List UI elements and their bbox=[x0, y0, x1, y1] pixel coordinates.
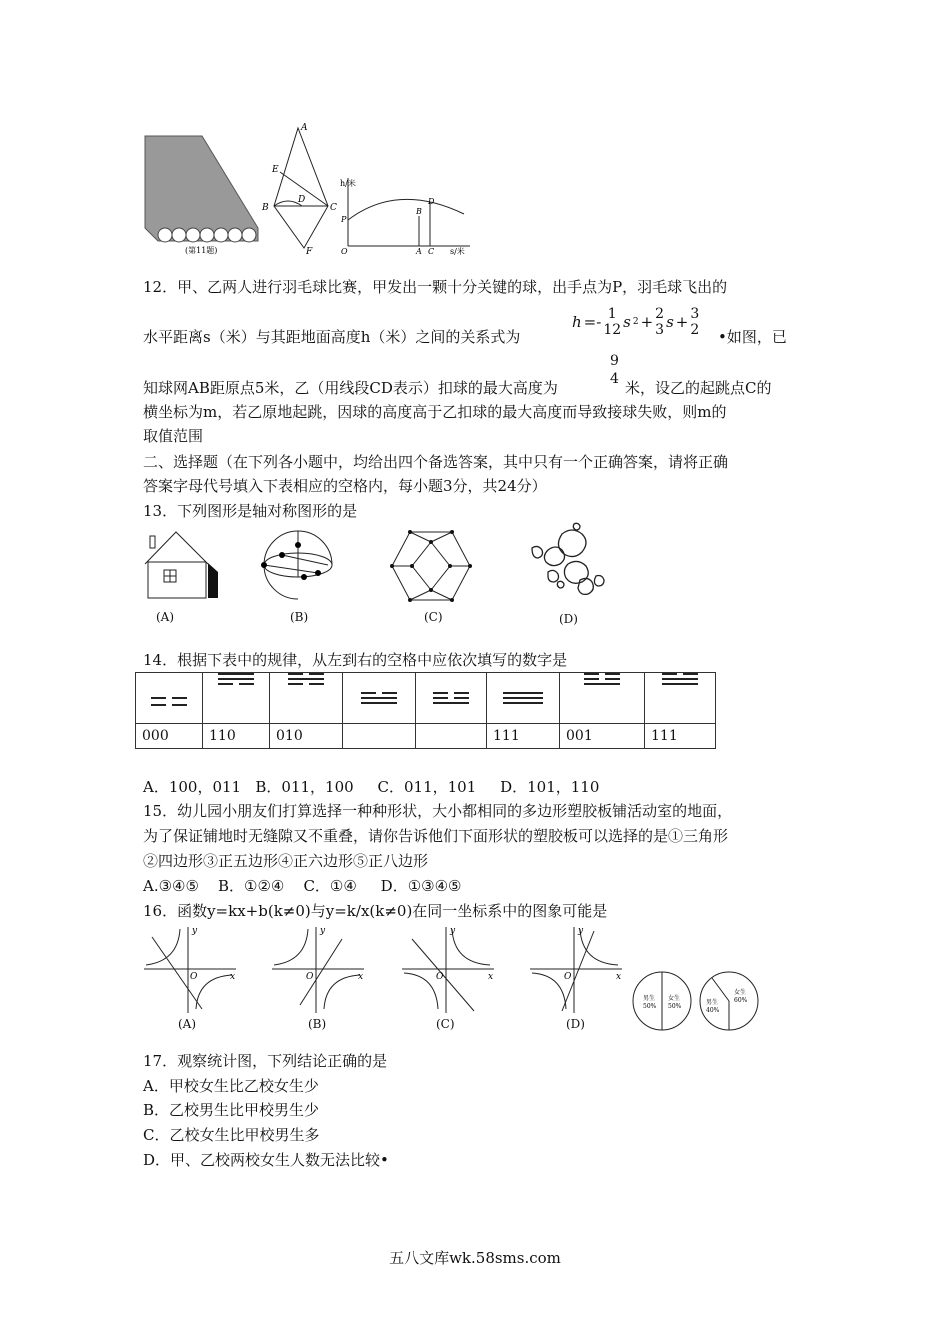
code-cell: 001 bbox=[560, 724, 645, 749]
q17-option-d: D．甲、乙校两校女生人数无法比较• bbox=[143, 1151, 389, 1169]
q13-figure-d-fractal bbox=[518, 520, 614, 602]
trigram-110 bbox=[203, 673, 270, 724]
q16-graph-b bbox=[270, 925, 366, 1015]
badminton-graph bbox=[338, 172, 473, 256]
svg-text:y: y bbox=[450, 926, 456, 936]
q14-options: A．100，011 B．011，100 C．011，101 D．101，110 bbox=[143, 778, 600, 796]
q16-label-d: (D) bbox=[566, 1017, 585, 1031]
code-cell: 000 bbox=[136, 724, 203, 749]
fig11-pipes bbox=[140, 128, 270, 256]
q17-option-c: C．乙校女生比甲校男生多 bbox=[143, 1126, 320, 1144]
q13-figure-a-house bbox=[140, 528, 220, 603]
svg-text:x: x bbox=[488, 972, 494, 982]
svg-text:D: D bbox=[428, 197, 435, 206]
svg-text:x: x bbox=[358, 972, 364, 982]
svg-text:女生: 女生 bbox=[668, 995, 681, 1002]
q16-label-a: (A) bbox=[178, 1017, 197, 1031]
q14-stem: 14．根据下表中的规律，从左到右的空格中应依次填写的数字是 bbox=[143, 651, 568, 669]
pie-school-jia bbox=[631, 970, 693, 1032]
trigram-010 bbox=[270, 673, 343, 724]
svg-text:A: A bbox=[416, 247, 422, 256]
q12-line4: 横坐标为m，若乙原地起跳，因球的高度高于乙扣球的最大高度而导致接球失败，则m的 bbox=[143, 403, 727, 421]
svg-text:B: B bbox=[416, 207, 422, 216]
q15-line1: 15．幼儿园小朋友们打算选择一种种形状，大小都相同的多边形塑胶板铺活动室的地面， bbox=[143, 802, 733, 820]
svg-text:s/米: s/米 bbox=[450, 247, 465, 256]
q17-stem: 17．观察统计图，下列结论正确的是 bbox=[143, 1052, 388, 1070]
page-footer: 五八文库wk.58sms.com bbox=[389, 1249, 561, 1267]
svg-text:O: O bbox=[436, 972, 444, 982]
svg-text:C: C bbox=[428, 247, 435, 256]
trigram-111 bbox=[487, 673, 560, 724]
q17-option-b: B．乙校男生比甲校男生少 bbox=[143, 1101, 320, 1119]
q13-figure-b-sphere bbox=[258, 525, 338, 605]
code-cell: 110 bbox=[203, 724, 270, 749]
svg-text:x: x bbox=[230, 972, 236, 982]
q12-line5: 取值范围 bbox=[143, 427, 204, 445]
q13-label-d: (D) bbox=[559, 612, 578, 626]
q12-line3-left: 知球网AB距原点5米，乙（用线段CD表示）扣球的最大高度为 bbox=[143, 379, 558, 397]
svg-text:h/米: h/米 bbox=[340, 179, 356, 188]
svg-text:O: O bbox=[190, 972, 198, 982]
svg-text:F: F bbox=[306, 247, 313, 256]
trigram-blank-2 bbox=[416, 673, 487, 724]
q13-label-a: (A) bbox=[156, 610, 175, 624]
svg-text:x: x bbox=[616, 972, 622, 982]
svg-text:40%: 40% bbox=[706, 1007, 720, 1014]
code-cell bbox=[416, 724, 487, 749]
q12-line2-right: •如图，已 bbox=[718, 328, 787, 346]
code-cell: 010 bbox=[270, 724, 343, 749]
section2-line2: 答案字母代号填入下表相应的空格内，每小题3分，共24分） bbox=[143, 477, 547, 495]
q16-graph-a bbox=[142, 925, 238, 1015]
svg-text:P: P bbox=[341, 215, 347, 224]
svg-text:女生: 女生 bbox=[734, 989, 747, 996]
trigram-000 bbox=[136, 673, 203, 724]
q14-trigram-table bbox=[135, 672, 716, 749]
q12-line1: 12．甲、乙两人进行羽毛球比赛，甲发出一颗十分关键的球，出手点为P，羽毛球飞出的 bbox=[143, 278, 728, 296]
rhombus-figure bbox=[258, 122, 338, 256]
pie-school-yi bbox=[698, 970, 760, 1032]
svg-text:y: y bbox=[578, 926, 584, 936]
code-cell: 111 bbox=[487, 724, 560, 749]
svg-text:E: E bbox=[272, 165, 279, 175]
section2-line1: 二、选择题（在下列各小题中，均给出四个备选答案，其中只有一个正确答案，请将正确 bbox=[143, 453, 729, 471]
q16-stem: 16．函数y=kx+b(k≠0)与y=k/x(k≠0)在同一坐标系中的图象可能是 bbox=[143, 902, 608, 920]
q16-graph-d bbox=[528, 925, 624, 1015]
svg-text:y: y bbox=[320, 926, 326, 936]
svg-text:y: y bbox=[192, 926, 198, 936]
q13-label-b: (B) bbox=[290, 610, 309, 624]
svg-text:A: A bbox=[301, 123, 308, 133]
q12-line2-left: 水平距离s（米）与其距地面高度h（米）之间的关系式为 bbox=[143, 328, 521, 346]
svg-text:O: O bbox=[306, 972, 314, 982]
fig11-caption: (第11题) bbox=[185, 246, 218, 255]
q15-line3: ②四边形③正五边形④正六边形⑤正八边形 bbox=[143, 852, 429, 870]
q12-frac-94: 9 4 bbox=[610, 353, 619, 387]
svg-text:男生: 男生 bbox=[643, 995, 656, 1002]
q13-figure-c-hexagon bbox=[390, 528, 472, 604]
svg-text:50%: 50% bbox=[643, 1003, 657, 1010]
q15-options: A.③④⑤ B．①②④ C．①④ D．①③④⑤ bbox=[143, 877, 462, 895]
trigram-001 bbox=[560, 673, 645, 724]
code-cell bbox=[343, 724, 416, 749]
q17-option-a: A．甲校女生比乙校女生少 bbox=[143, 1077, 319, 1095]
svg-text:男生: 男生 bbox=[706, 999, 719, 1006]
svg-text:60%: 60% bbox=[734, 997, 748, 1004]
svg-text:C: C bbox=[330, 203, 337, 213]
code-cell: 111 bbox=[645, 724, 716, 749]
q16-label-b: (B) bbox=[308, 1017, 327, 1031]
svg-text:O: O bbox=[564, 972, 572, 982]
q16-graph-c bbox=[400, 925, 496, 1015]
svg-text:50%: 50% bbox=[668, 1003, 682, 1010]
q12-formula: h =- 1 12 s 2 + 2 3 s + 3 2 bbox=[572, 306, 700, 338]
q12-line3-right: 米，设乙的起跳点C的 bbox=[625, 379, 772, 397]
q15-line2: 为了保证铺地时无缝隙又不重叠，请你告诉他们下面形状的塑胶板可以选择的是①三角形 bbox=[143, 827, 729, 845]
svg-text:D: D bbox=[298, 195, 306, 205]
q13-stem: 13．下列图形是轴对称图形的是 bbox=[143, 502, 358, 520]
trigram-111b bbox=[645, 673, 716, 724]
svg-text:O: O bbox=[341, 247, 348, 256]
svg-text:B: B bbox=[262, 203, 269, 213]
trigram-blank-1 bbox=[343, 673, 416, 724]
q13-label-c: (C) bbox=[424, 610, 443, 624]
q16-label-c: (C) bbox=[436, 1017, 455, 1031]
